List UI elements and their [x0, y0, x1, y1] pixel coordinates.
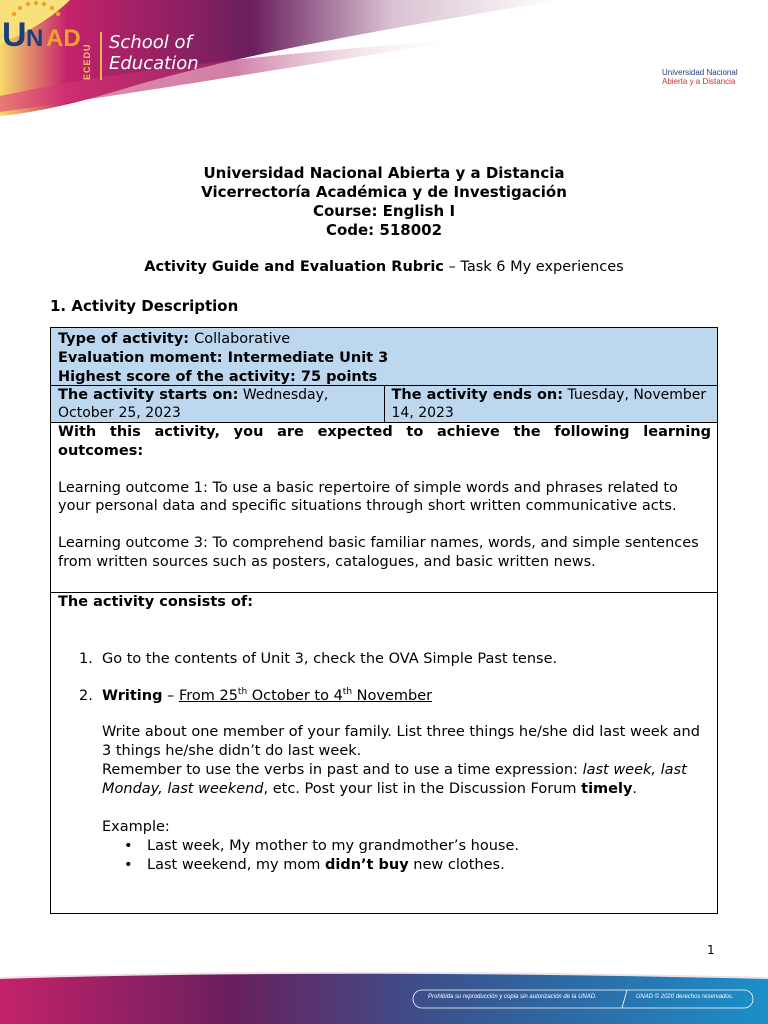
outcomes-intro: With this activity, you are expected to achieve the following learning outcomes: [58, 424, 711, 459]
title-line-2: Vicerrectoría Académica y de Investigación [201, 183, 567, 201]
step-1-number: 1. [79, 651, 93, 667]
header-banner [0, 0, 768, 120]
writing-instructions [102, 723, 702, 799]
consists-heading: The activity consists of: [58, 594, 254, 610]
example-item-2 [124, 856, 519, 875]
step-1 [79, 650, 557, 669]
para-2-end: . [632, 781, 638, 797]
date-range-sup-1: th [237, 687, 248, 698]
para-2-text-b: , etc. Post your list in the Discussion Forum [263, 781, 582, 797]
example-item-1: • Last week, My mother to my grandmother’s house. [124, 837, 519, 856]
learning-outcome-3: Learning outcome 3: To comprehend basic familiar names, words, and simple sentences from written sources such as posters, catalogues, and basic written news. [58, 535, 699, 570]
step-2-title: Writing [102, 688, 163, 704]
title-line-4: Code: 518002 [325, 221, 443, 239]
activity-type-value: Collaborative [194, 331, 291, 347]
unad-logo-caption [662, 68, 762, 86]
header-divider [100, 32, 102, 80]
step-2-number: 2. [79, 688, 93, 704]
evaluation-moment [58, 349, 711, 368]
unad-n: N [26, 25, 44, 52]
example-2-bold: didn’t buy [324, 857, 409, 873]
step-2-date-range [179, 688, 432, 704]
activity-type [58, 330, 711, 349]
instruction-para-1: Write about one member of your family. List three things he/she did last week and 3 things he/she didn’t do last week. [102, 724, 700, 759]
date-range-end: November [352, 688, 433, 704]
activity-info-row [51, 328, 717, 386]
unad-logo-icon [0, 0, 100, 70]
school-line-1: School of [109, 32, 192, 53]
document-title [0, 164, 768, 240]
footer-rights: UNAD © 2020 derechos reservados. [636, 994, 734, 1000]
end-date-cell [385, 386, 718, 422]
step-2 [79, 687, 432, 706]
example-2-text-c: new clothes. [408, 857, 505, 873]
document-subtitle [0, 259, 768, 275]
section-heading: 1. Activity Description [50, 297, 239, 315]
school-line-2: Education [109, 53, 199, 74]
subtitle-rest: – Task 6 My experiences [443, 259, 624, 275]
evaluation-moment-label: Evaluation moment: [58, 350, 228, 366]
school-of-education-logo [109, 32, 199, 74]
example-list [124, 837, 519, 875]
start-date-label: The activity starts on: [58, 387, 239, 403]
highest-score-label: Highest score of the activity: [58, 369, 301, 385]
instruction-para-2 [102, 761, 702, 799]
example-2-text-a: Last weekend, my mom [147, 857, 325, 873]
unad-caption-line-2: Abierta y a Distancia [662, 77, 736, 86]
highest-score [58, 368, 711, 387]
evaluation-moment-value: Intermediate Unit 3 [227, 350, 389, 366]
learning-outcome-1: Learning outcome 1: To use a basic repertoire of simple words and phrases related to your personal data and specific situations through short written communicative acts. [58, 479, 678, 514]
footer-banner [0, 970, 768, 1024]
activity-dates-row [51, 386, 717, 423]
para-2-text-a: Remember to use the verbs in past and to use a time expression: [102, 762, 583, 778]
unad-caption-line-1: Universidad Nacional [662, 68, 738, 77]
end-date-value: Tuesday, November 14, 2023 [391, 387, 707, 421]
activity-consists-row [51, 593, 717, 913]
end-date-label: The activity ends on: [391, 387, 564, 403]
page-number: 1 [707, 943, 715, 957]
footer-copyright-notice: Prohibida su reproducción y copia sin autorización de la UNAD. [428, 994, 597, 1000]
title-line-1: Universidad Nacional Abierta y a Distancia [203, 164, 565, 182]
start-date-cell [51, 386, 385, 422]
para-2-italic: last week, last Monday, last weekend [102, 762, 687, 797]
title-line-3: Course: English I [312, 202, 456, 220]
example-label: Example: [102, 819, 170, 835]
activity-table [50, 327, 718, 914]
unad-ad: AD [46, 25, 81, 52]
activity-type-label: Type of activity: [58, 331, 195, 347]
subtitle-bold: Activity Guide and Evaluation Rubric [144, 259, 444, 275]
para-2-bold: timely [581, 781, 633, 797]
date-range-mid: October to 4 [247, 688, 343, 704]
highest-score-value: 75 points [300, 369, 378, 385]
ecedu-label: ECEDU [82, 43, 92, 80]
date-range-from: From 25 [178, 688, 238, 704]
learning-outcomes-row [51, 423, 717, 593]
step-1-text: Go to the contents of Unit 3, check the OVA Simple Past tense. [102, 651, 558, 667]
step-2-dash: – [162, 688, 179, 704]
unad-u: U [2, 16, 27, 54]
date-range-sup-2: th [342, 687, 353, 698]
start-date-value: Wednesday, October 25, 2023 [58, 387, 329, 421]
